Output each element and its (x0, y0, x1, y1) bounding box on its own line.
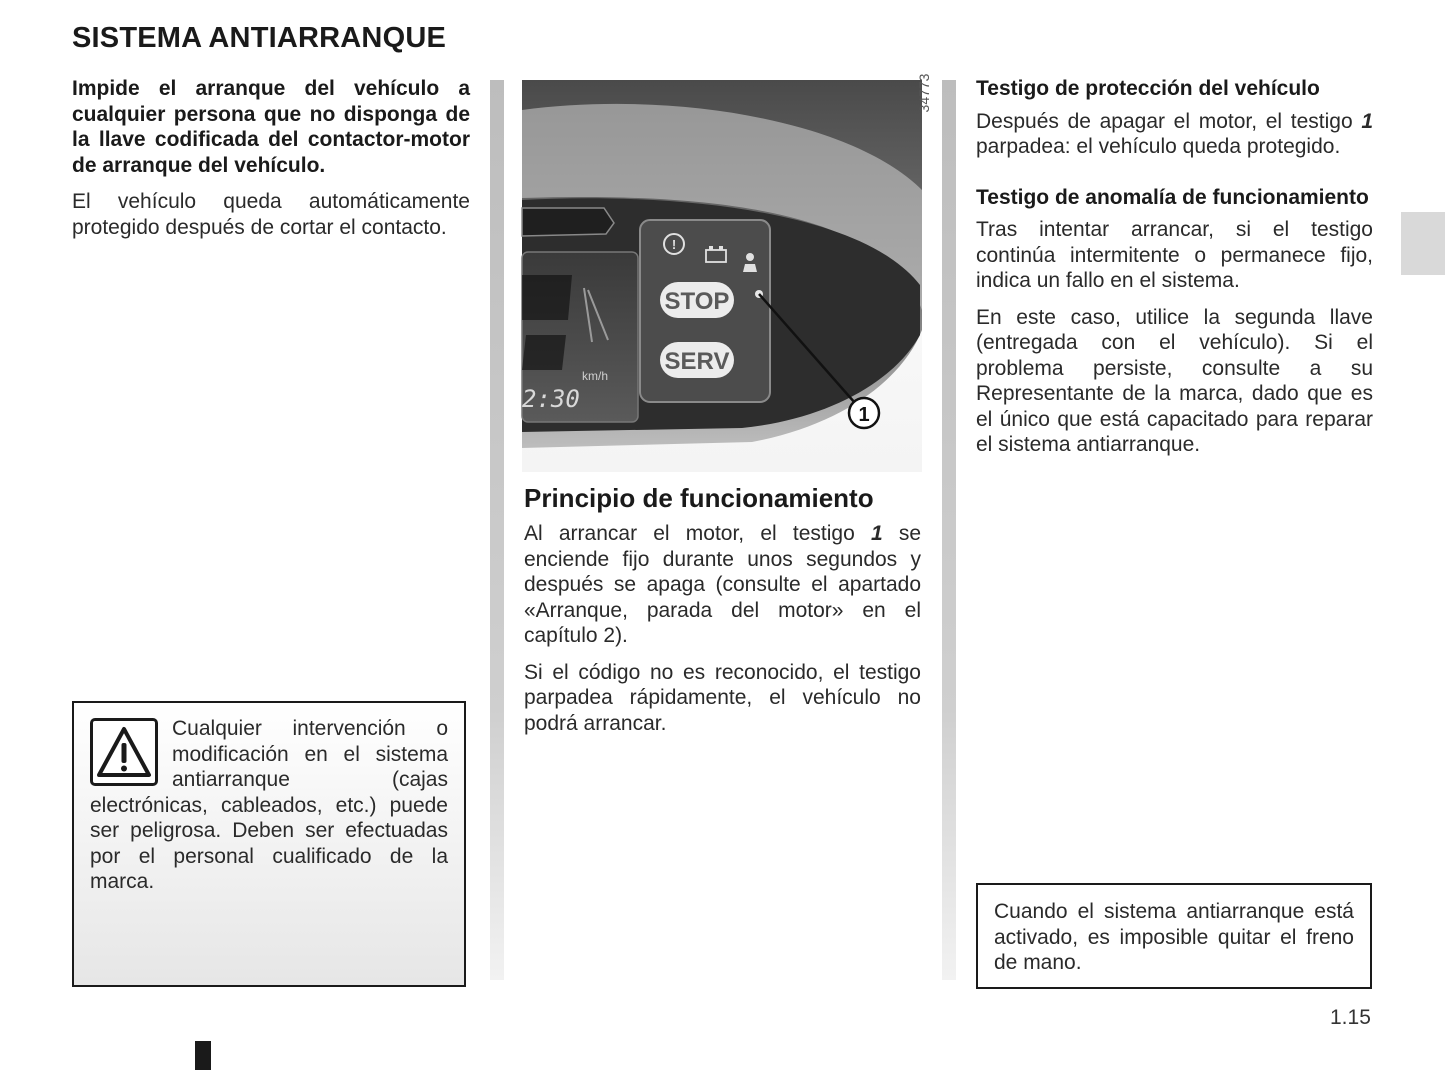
stop-warning-label: STOP (664, 288, 730, 315)
indicators-column (976, 76, 1373, 469)
callout-number: 1 (858, 404, 870, 426)
anomaly-paragraph-1: Tras intentar arrancar, si el testigo continúa intermitente o permanece fijo, indica un fallo en el sistema. (976, 218, 1373, 292)
serv-warning-label: SERV (664, 348, 730, 375)
anomaly-paragraph-2: En este caso, utilice la segunda llave (entregada con el vehículo). Si el problema persiste, consulte a su Representante de la marca, dado que es el único que está capacitado para reparar el sistema antiarranque. (976, 305, 1373, 456)
print-marker (195, 1041, 211, 1070)
protection-heading: Testigo de protección del vehículo (976, 77, 1320, 100)
warning-triangle-icon (90, 718, 158, 786)
handbrake-note-text: Cuando el sistema antiarranque está activado, es imposible quitar el freno de mano. (994, 900, 1354, 974)
protection-note: El vehículo queda automáticamente protegido después de cortar el contacto. (72, 190, 470, 239)
svg-text:!: ! (671, 237, 677, 252)
intro-column (72, 76, 470, 251)
column-divider-left (490, 80, 504, 980)
principle-section (524, 482, 921, 747)
page-number: 1.15 (1330, 1006, 1371, 1029)
anomaly-heading: Testigo de anomalía de funcionamiento (976, 185, 1369, 209)
instrument-cluster-figure (522, 73, 932, 472)
warning-box (72, 701, 466, 987)
protection-paragraph: Después de apagar el motor, el testigo 1 parpadea: el vehículo queda protegido. (976, 109, 1373, 158)
principle-paragraph-2: Si el código no es reconocido, el testigo parpadea rápidamente, el vehículo no podrá arrancar. (524, 660, 921, 735)
intro-text: Impide el arranque del vehículo a cualquier persona que no disponga de la llave codificada del contactor-motor de arranque del vehículo. (72, 77, 470, 177)
clock-display: 2:30 (522, 385, 580, 413)
page-title: SISTEMA ANTIARRANQUE (72, 22, 447, 54)
principle-paragraph-1: Al arrancar el motor, el testigo 1 se enciende fijo durante unos segundos y después se apaga (consulte el apartado «Arranque, parada del motor» en el capítulo 2). (524, 522, 921, 647)
figure-reference: 34773 (916, 73, 932, 113)
principle-heading: Principio de funcionamiento (524, 483, 874, 513)
handbrake-note-box (976, 883, 1372, 989)
speed-unit-label: km/h (582, 369, 609, 383)
warning-text: Cualquier intervención o modificación en el sistema antiarranque (cajas electrónicas, cableados, etc.) puede ser peligrosa. Deben ser efectuadas por el personal cualificado de la marca. (90, 717, 448, 893)
chapter-tab (1401, 212, 1445, 275)
column-divider-right (942, 80, 956, 980)
